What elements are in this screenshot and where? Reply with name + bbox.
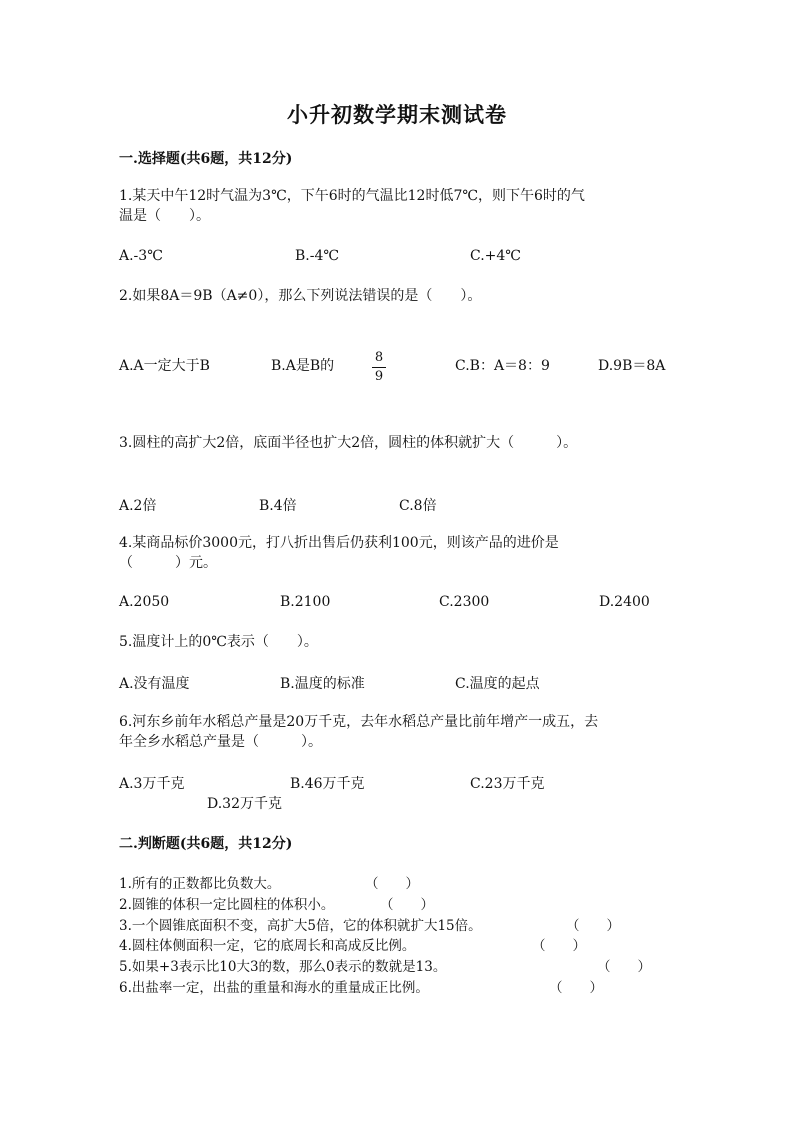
judgement-item-5: 5.如果+3表示比10大3的数，那么0表示的数就是13。 [119,959,447,975]
question-1-line-1: 1.某天中午12时气温为3℃，下午6时的气温比12时低7℃，则下午6时的气 [119,188,585,204]
fraction-eight-ninths [372,350,386,385]
question-4-line-1: 4.某商品标价3000元，打八折出售后仍获利100元，则该产品的进价是 [119,535,559,551]
question-6-option-a[interactable]: A.3万千克 [119,776,185,792]
question-1-option-c[interactable]: C.+4℃ [470,248,521,264]
question-4-option-a[interactable]: A.2050 [119,594,170,610]
fraction-denominator: 9 [374,369,384,384]
question-5-option-c[interactable]: C.温度的起点 [455,676,540,692]
question-6-option-d[interactable]: D.32万千克 [207,796,282,812]
judgement-answer-2[interactable]: （ ） [380,897,434,913]
question-4-option-b[interactable]: B.2100 [280,594,331,610]
judgement-item-1: 1.所有的正数都比负数大。 [119,876,281,892]
question-2-option-b[interactable]: B.A是B的 [271,358,335,374]
judgement-item-3: 3.一个圆锥底面积不变，高扩大5倍，它的体积就扩大15倍。 [119,918,482,934]
question-4-line-2: （ ）元。 [119,555,217,571]
section-heading-choice: 一.选择题(共6题，共12分) [119,151,293,167]
judgement-item-4: 4.圆柱体侧面积一定，它的底周长和高成反比例。 [119,938,416,954]
question-1-line-2: 温是（ ）。 [119,208,210,224]
judgement-item-2: 2.圆锥的体积一定比圆柱的体积小。 [119,897,335,913]
section-heading-judgement: 二.判断题(共6题，共12分) [119,836,293,852]
question-5-option-a[interactable]: A.没有温度 [119,676,190,692]
question-6-option-b[interactable]: B.46万千克 [290,776,365,792]
question-3-option-a[interactable]: A.2倍 [119,498,157,514]
question-2-option-a[interactable]: A.A一定大于B [119,358,210,374]
question-1-option-b[interactable]: B.-4℃ [295,248,340,264]
question-2-option-d[interactable]: D.9B＝8A [598,358,666,374]
page-title: 小升初数学期末测试卷 [287,102,507,127]
judgement-answer-3[interactable]: （ ） [566,918,620,934]
question-4-option-d[interactable]: D.2400 [599,594,650,610]
question-6-option-c[interactable]: C.23万千克 [470,776,545,792]
fraction-numerator: 8 [374,350,384,365]
question-2-text: 2.如果8A＝9B（A≠0），那么下列说法错误的是（ ）。 [119,288,482,304]
question-4-option-c[interactable]: C.2300 [439,594,490,610]
question-2-option-c[interactable]: C.B：A＝8：9 [455,358,550,374]
fraction-bar [372,367,386,368]
judgement-answer-4[interactable]: （ ） [532,938,586,954]
question-1-option-a[interactable]: A.-3℃ [119,248,163,264]
question-3-option-b[interactable]: B.4倍 [259,498,297,514]
judgement-answer-1[interactable]: （ ） [365,876,419,892]
question-3-option-c[interactable]: C.8倍 [399,498,437,514]
question-5-option-b[interactable]: B.温度的标准 [280,676,365,692]
question-3-text: 3.圆柱的高扩大2倍，底面半径也扩大2倍，圆柱的体积就扩大（ ）。 [119,435,578,451]
judgement-answer-6[interactable]: （ ） [549,980,603,996]
judgement-answer-5[interactable]: （ ） [597,959,651,975]
question-6-line-1: 6.河东乡前年水稻总产量是20万千克，去年水稻总产量比前年增产一成五，去 [119,714,599,730]
question-6-line-2: 年全乡水稻总产量是（ ）。 [119,734,322,750]
judgement-item-6: 6.出盐率一定，出盐的重量和海水的重量成正比例。 [119,980,429,996]
question-5-text: 5.温度计上的0℃表示（ ）。 [119,634,318,650]
